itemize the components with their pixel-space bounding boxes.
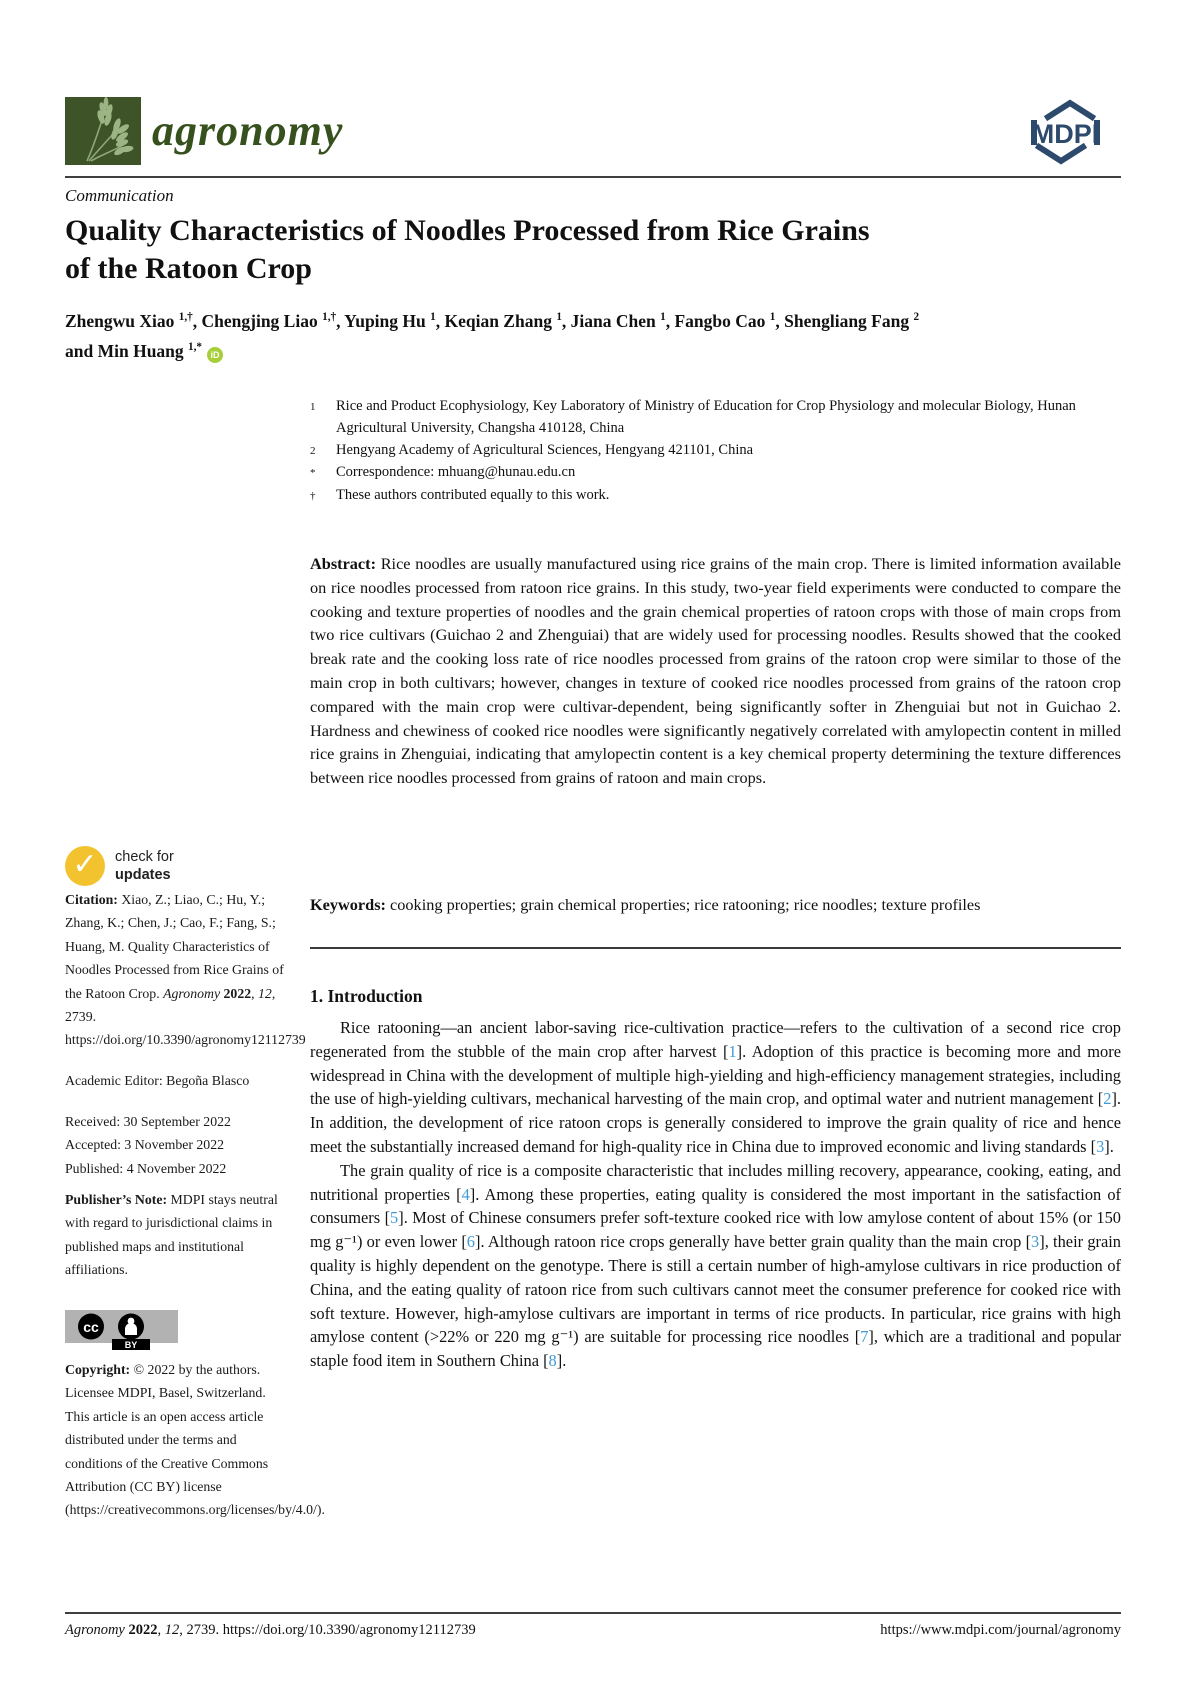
text-segment: 2022 xyxy=(128,1622,158,1638)
article-type-label: Communication xyxy=(65,186,174,205)
citation-ref[interactable]: 3 xyxy=(1031,1232,1040,1252)
attribution-person-icon xyxy=(118,1314,144,1340)
text-segment: Agronomy xyxy=(163,985,224,1001)
text-segment: ]. In addition, the development of rice ratoon crops is generally considered to improve the grain quality of rice and hence meet the substantially increased demand for high-quality rice in China due to improved economic and living standards [ xyxy=(310,1089,1121,1156)
text-segment: Citation: xyxy=(65,892,122,907)
affiliation-marker: 2 xyxy=(310,444,316,457)
citation-ref[interactable]: 1 xyxy=(728,1041,737,1061)
text-segment: Rice noodles are usually manufactured using rice grains of the main crop. There is limited information available on rice noodles processed from ratoon rice grains. In this study, two-year field experiments were conducted to compare the cooking and texture properties of noodles and the grain chemical properties of ratoon crops with those of main crops from two rice cultivars (Guichao 2 and Zhenguiai) that are widely used for processing noodles. Results showed that the cooked break rate and the cooking loss rate of rice noodles processed from grains of the ratoon crop were similar to those of the main crop in both cultivars; however, changes in texture of cooked rice noodles processed from grains of the ratoon crop compared with the main crop were cultivar-dependent, being significantly softer in Zhenguiai but not in Guichao 2. Hardness and chewiness of cooked rice noodles were significantly negatively correlated with amylopectin content in milled rice grains in Zhenguiai, indicating that amylopectin content is a key chemical property determining the texture differences between rice noodles processed from grains of ratoon and main crops. xyxy=(310,554,1122,788)
affiliation-marker: † xyxy=(310,490,316,503)
text-segment: , Yuping Hu xyxy=(336,310,431,331)
affiliation-row xyxy=(310,396,1122,440)
affiliation-text: Rice and Product Ecophysiology, Key Laboratory of Ministry of Education for Crop Physiology and molecular Biology, Hunan Agricultural University, Changsha 410128, China xyxy=(336,398,1076,436)
footer-citation xyxy=(65,1622,476,1639)
text-segment: 1 xyxy=(430,311,436,323)
text-segment: 1 xyxy=(556,311,562,323)
text-segment: The grain quality of rice is a composite characteristic that includes milling recovery, appearance, cooking, eating, and nutritional properties [ xyxy=(310,1160,1121,1204)
article-title-line2: of the Ratoon Crop xyxy=(65,252,312,285)
text-segment: 1,† xyxy=(178,311,193,323)
mdpi-logo-text: MDPI xyxy=(1031,119,1100,149)
received-date: Received: 30 September 2022 xyxy=(65,1114,231,1129)
text-segment: ]. Most of Chinese consumers prefer soft-texture cooked rice with low amylose content of about 15% (or 150 mg g⁻¹) or even lower [ xyxy=(310,1208,1121,1252)
citation-ref[interactable]: 8 xyxy=(548,1351,557,1371)
text-segment: Abstract: xyxy=(310,554,381,573)
article-dates xyxy=(65,1110,287,1180)
citation-ref[interactable]: 3 xyxy=(1096,1136,1105,1156)
check-label-line2: updates xyxy=(115,867,171,883)
accepted-date: Accepted: 3 November 2022 xyxy=(65,1137,224,1153)
affiliation-marker: * xyxy=(310,467,316,480)
text-segment: cooking properties; grain chemical properties; rice ratooning; rice noodles; texture profiles xyxy=(390,895,981,914)
article-title-line1: Quality Characteristics of Noodles Processed from Rice Grains xyxy=(65,214,870,247)
text-segment: 1 xyxy=(660,311,666,323)
check-icon: ✓ xyxy=(72,847,98,882)
header-divider xyxy=(65,176,1121,178)
text-segment: 12 xyxy=(258,985,272,1001)
text-segment: , xyxy=(251,985,259,1001)
author-list xyxy=(65,304,1075,364)
affiliation-marker: 1 xyxy=(310,401,316,413)
text-segment: , Jiana Chen xyxy=(561,310,661,331)
text-segment: , xyxy=(157,1622,165,1638)
abstract xyxy=(310,552,1121,790)
paragraph xyxy=(310,1159,1121,1373)
text-segment: and Min Huang xyxy=(65,340,189,361)
text-segment: Agronomy xyxy=(65,1622,129,1638)
author-list-line1 xyxy=(65,304,1075,334)
affiliation-row xyxy=(310,485,1122,508)
affiliation-text: Hengyang Academy of Agricultural Sciences, Hengyang 421101, China xyxy=(336,441,754,458)
cc-icon xyxy=(78,1314,104,1340)
text-segment: 1 xyxy=(769,311,776,323)
check-for-updates-label xyxy=(115,848,174,884)
check-label-line1: check for xyxy=(115,849,174,865)
by-label: BY xyxy=(124,1340,138,1350)
journal-title: agronomy xyxy=(152,106,344,155)
publishers-note xyxy=(65,1188,287,1282)
section-heading-introduction: 1. Introduction xyxy=(310,986,423,1006)
text-segment: 2022 xyxy=(223,985,252,1001)
text-segment: Keywords: xyxy=(310,895,391,914)
check-for-updates-button[interactable] xyxy=(65,846,215,888)
affiliation-text: These authors contributed equally to this work. xyxy=(336,487,610,504)
text-segment: ], their grain quality is highly dependent on the genotype. There is still a certain number of high-amylose cultivars in rice production of China, and the eating quality of ratoon rice from such cultivars cannot meet the consumer preference for cooked rice with soft texture. However, high-amylose cultivars are important in terms of rice products. In particular, rice grains with high amylose content (>22% or 220 mg g⁻¹) are suitable for processing rice noodles [ xyxy=(310,1232,1122,1347)
text-segment: 1,* xyxy=(188,340,203,353)
text-segment: MDPI stays neutral with regard to jurisdictional claims in published maps and institutional affiliations. xyxy=(65,1192,278,1278)
paragraph xyxy=(310,1016,1121,1159)
text-segment: Publisher’s Note: xyxy=(65,1192,171,1207)
citation-ref[interactable]: 5 xyxy=(390,1208,399,1228)
text-segment: Rice ratooning—an ancient labor-saving rice-cultivation practice—refers to the cultivation of a second rice crop regenerated from the stubble of the main crop after harvest [ xyxy=(310,1018,1121,1061)
citation-ref[interactable]: 6 xyxy=(466,1232,475,1252)
text-segment: 1,† xyxy=(322,311,337,323)
mdpi-logo xyxy=(1008,96,1123,168)
text-segment: ]. xyxy=(556,1351,567,1371)
orcid-icon[interactable]: iD xyxy=(207,347,223,363)
text-segment: ]. xyxy=(1104,1136,1114,1156)
footer-journal-url[interactable]: https://www.mdpi.com/journal/agronomy xyxy=(880,1622,1121,1638)
author-list-line2 xyxy=(65,334,1075,364)
keywords-divider xyxy=(310,947,1121,949)
correspondence-email[interactable]: Correspondence: mhuang@hunau.edu.cn xyxy=(336,464,576,481)
text-segment: ], which are a traditional and popular staple food item in Southern China [ xyxy=(310,1327,1121,1371)
text-segment: 12 xyxy=(164,1622,180,1638)
citation-ref[interactable]: 4 xyxy=(461,1184,470,1204)
affiliations xyxy=(310,396,1122,508)
text-segment: Xiao, Z.; Liao, C.; Hu, Y.; Zhang, K.; Chen, J.; Cao, F.; Fang, S.; Huang, M. Quality Characteristics of Noodles Processed from Rice Grains of the Ratoon Crop. xyxy=(65,892,284,1001)
article-title xyxy=(65,212,1065,288)
text-segment: , 2739. https://doi.org/10.3390/agronomy12112739 xyxy=(179,1622,476,1638)
text-segment: , Chengjing Liao xyxy=(192,310,323,331)
footer-divider xyxy=(65,1612,1121,1614)
affiliation-row xyxy=(310,440,1122,463)
citation-ref[interactable]: 2 xyxy=(1103,1089,1112,1109)
text-segment: Zhengwu Xiao xyxy=(65,310,179,331)
wheat-icon xyxy=(65,97,141,165)
introduction-text xyxy=(310,1016,1121,1373)
svg-text:cc: cc xyxy=(83,1319,99,1335)
citation-ref[interactable]: 7 xyxy=(860,1327,869,1347)
text-segment: ]. Among these properties, eating quality is considered the most important in the satisfaction of consumers [ xyxy=(310,1184,1121,1228)
cc-by-license-badge[interactable] xyxy=(65,1310,178,1350)
agronomy-logo xyxy=(65,97,141,165)
text-segment: , Shengliang Fang xyxy=(775,310,914,331)
text-segment: ]. Adoption of this practice is becoming more and more widespread in China with the development of multiple high-yielding and high-efficiency management strategies, including the use of high-yielding cultivars, mechanical harvesting of the main crop, and optimal water and nutrient management [ xyxy=(310,1041,1121,1109)
text-segment: , 2739. https://doi.org/10.3390/agronomy12112739 xyxy=(65,985,306,1048)
affiliation-row xyxy=(310,462,1122,485)
academic-editor: Academic Editor: Begoña Blasco xyxy=(65,1073,250,1088)
text-segment: © 2022 by the authors. Licensee MDPI, Basel, Switzerland. This article is an open access article distributed under the terms and conditions of the Creative Commons Attribution (CC BY) license (https://creativecommons.org/licenses/by/4.0/). xyxy=(65,1362,325,1518)
text-segment: , Keqian Zhang xyxy=(435,310,557,331)
citation-block xyxy=(65,888,306,1052)
text-segment: ]. Although ratoon rice crops generally have better grain quality than the main crop [ xyxy=(475,1232,1032,1252)
text-segment: Copyright: xyxy=(65,1362,134,1377)
text-segment: , Fangbo Cao xyxy=(665,310,770,331)
text-segment: 2 xyxy=(913,311,920,323)
copyright-block xyxy=(65,1358,325,1522)
published-date: Published: 4 November 2022 xyxy=(65,1160,227,1176)
keywords xyxy=(310,893,1121,917)
